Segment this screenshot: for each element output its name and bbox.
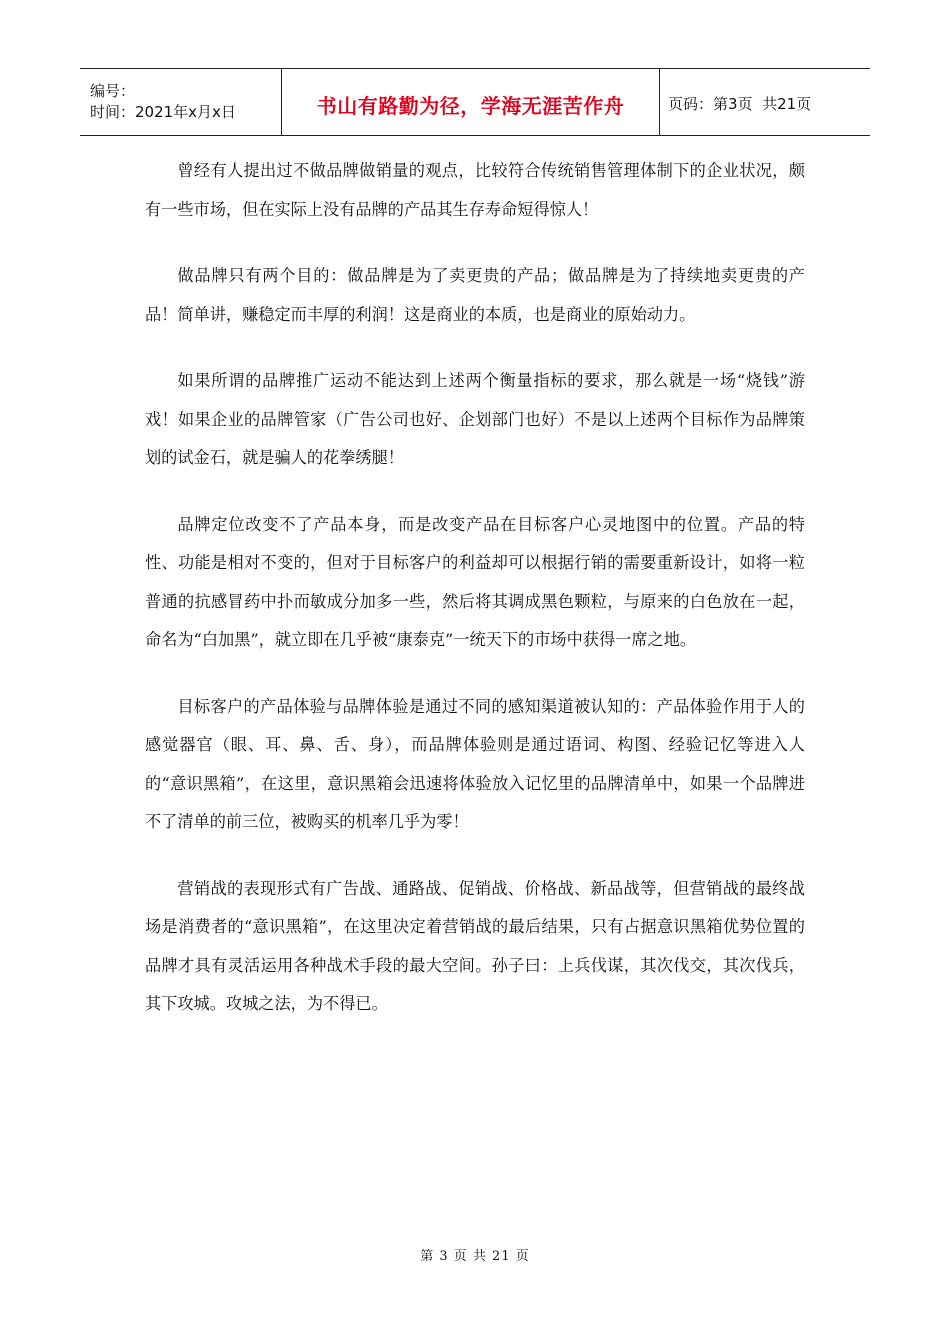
header-motto-cell <box>282 69 660 135</box>
document-header <box>80 68 870 136</box>
header-meta-cell <box>80 69 282 135</box>
body-paragraph: 目标客户的产品体验与品牌体验是通过不同的感知渠道被认知的：产品体验作用于人的感觉器官（眼、耳、鼻、舌、身），而品牌体验则是通过语词、构图、经验记忆等进入人的“意识黑箱”，在这里，意识黑箱会迅速将体验放入记忆里的品牌清单中，如果一个品牌进不了清单的前三位，被购买的机率几乎为零！ <box>145 696 805 831</box>
body-paragraph: 如果所谓的品牌推广运动不能达到上述两个衡量指标的要求，那么就是一场“烧钱”游戏！如果企业的品牌管家（广告公司也好、企划部门也好）不是以上述两个目标作为品牌策划的试金石，就是骗人的花拳绣腿！ <box>145 371 805 467</box>
header-motto: 书山有路勤为径，学海无涯苦作舟 <box>316 93 625 118</box>
footer-page-number: 第 3 页 共 21 页 <box>420 1249 530 1264</box>
body-paragraph: 营销战的表现形式有广告战、通路战、促销战、价格战、新品战等，但营销战的最终战场是消费者的“意识黑箱”，在这里决定着营销战的最后结果，只有占据意识黑箱优势位置的品牌才具有灵活运用各种战术手段的最大空间。孙子曰：上兵伐谋，其次伐交，其次伐兵，其下攻城。攻城之法，为不得已。 <box>145 878 805 1013</box>
document-number-label: 编号： <box>90 82 136 100</box>
body-paragraph: 曾经有人提出过不做品牌做销量的观点，比较符合传统销售管理体制下的企业状况，颇有一些市场，但在实际上没有品牌的产品其生存寿命短得惊人！ <box>145 161 805 219</box>
body-paragraph: 做品牌只有两个目的：做品牌是为了卖更贵的产品；做品牌是为了持续地卖更贵的产品！简单讲，赚稳定而丰厚的利润！这是商业的本质，也是商业的原始动力。 <box>145 266 805 324</box>
body-paragraph: 品牌定位改变不了产品本身，而是改变产品在目标客户心灵地图中的位置。产品的特性、功能是相对不变的，但对于目标客户的利益却可以根据行销的需要重新设计，如将一粒普通的抗感冒药中扑而敏成分加多一些，然后将其调成黑色颗粒，与原来的白色放在一起，命名为“白加黑”，就立即在几乎被“康泰克”一统天下的市场中获得一席之地。 <box>145 514 805 649</box>
page-footer <box>0 1245 950 1264</box>
header-page-label: 页码：第3页 共21页 <box>668 94 812 113</box>
document-body <box>145 152 805 1052</box>
document-date-label: 时间：2021年x月x日 <box>90 103 236 121</box>
header-page-cell <box>660 69 870 135</box>
